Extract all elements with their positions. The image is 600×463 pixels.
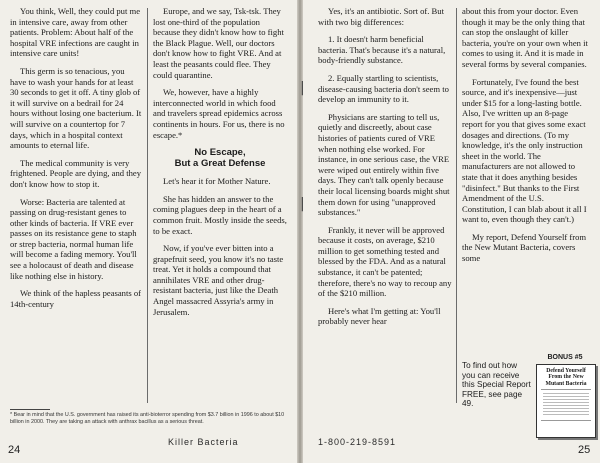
paragraph: Yes, it's an antibiotic. Sort of. But with two big differences:: [318, 6, 444, 27]
heading-line-1: No Escape,: [194, 147, 246, 159]
page-number-left: 24: [8, 444, 21, 456]
paragraph: Physicians are starting to tell us, quietly and discreetly, about case histories of patients cured of VRE when nothing else worked. For instance, in one serious case, the VRE were wiped out entirely within five days. They can't talk openly because their local licensing boards might shut them down for using "unapproved substances.": [318, 111, 450, 218]
paragraph: You think, Well, they could put me in intensive care, away from other patients. Problem: About half of the hospital VRE infections are caught in intensive care units!: [10, 6, 141, 59]
heading-line-2: But a Great Defense: [174, 158, 266, 170]
running-phone: 1-800-219-8591: [318, 437, 397, 447]
paragraph: She has hidden an answer to the coming plagues deep in the heart of a common fruit. Mostly inside the seeds, to be exact.: [153, 193, 287, 236]
margin-mark: |: [300, 80, 305, 96]
paragraph: Frankly, it never will be approved because it costs, on average, $210 million to get something tested and blessed by the FDA. And as a natural substance, it can't be patented; therefore, there's no way to recoup any of the $210 million.: [318, 224, 452, 299]
paragraph: about this from your doctor. Even though it may be the only thing that can stop the onslaught of killer bacteria, you're on your own when it comes to using it. And it is made in several forms by several companies.: [462, 6, 588, 69]
paragraph: My report, Defend Yourself from the New Mutant Bacteria, covers some: [462, 231, 587, 264]
paragraph: We think of the hapless peasants of 14th-century: [10, 288, 142, 309]
column-3: [318, 6, 452, 334]
paragraph: This germ is so tenacious, you have to wash your hands for at least 30 seconds to get it off. A tiny glob of it will survive on a bedrail for 24 hours without losing one bacterium. It will survive on a countertop for 7 days, which in a hospital context amounts to eternal life.: [10, 65, 142, 151]
footnote: * Bear in mind that the U.S. government has raised its anti-bioterror spending from $3.7 billion in 1996 to about $10 billion in 2000. They are taking an attack with anthrax bacillus as a serious threat.: [10, 412, 285, 425]
report-title: Defend Yourself From the New Mutant Bacteria: [545, 368, 587, 387]
paragraph: Worse: Bacteria are talented at passing on drug-resistant genes to other kinds of bacteria. If VRE ever passes on its resistance gene to staph or strep bacteria, normal human life will become a fading memory. You'll see a holocaust of death and disease like nothing else in history.: [10, 196, 137, 281]
column-2: [153, 6, 287, 324]
paragraph: Europe, and we say, Tsk-tsk. They lost one-third of the population because they didn't know how to fight the Black Plague. Well, our doctors don't know how to fight VRE. And at least the peasants could flee. They could quarantine.: [153, 6, 284, 80]
bonus-label: BONUS #5: [547, 354, 583, 361]
paragraph: Fortunately, I've found the best source, and it's inexpensive—just under $15 for a long-lasting bottle. Also, I've written up an 8-page report for you that gives some exact dosages and directions. (To my knowledge, it's the only instruction sheet in the world. The manufacturers are not allowed to state that it does anything besides "disinfect." But thanks to the First Amendment of the U.S. Constitution, I can blab about it all I want to, even though they can't.): [462, 76, 587, 225]
section-heading: [153, 147, 287, 169]
paragraph: We, however, have a highly interconnected world in which food and travelers spread epidemics across continents in hours. For us, there is no escape.*: [153, 87, 285, 140]
special-report-callout: To find out how you can receive this Special Report FREE, see page 49.: [462, 361, 531, 409]
paragraph: Now, if you've ever bitten into a grapefruit seed, you know it's no taste treat. Yet it holds a compound that annihilates VRE and other drug-resistant bacteria, just like the Death Angel massacred Assyria's army in Jerusalem.: [153, 243, 284, 317]
report-cover-image: [536, 364, 596, 438]
page-number-right: 25: [578, 444, 591, 456]
footnote-rule: [10, 409, 50, 410]
column-rule: [456, 8, 457, 403]
column-4: [462, 6, 590, 271]
report-text-block: [543, 393, 589, 417]
margin-mark: |: [300, 196, 305, 212]
paragraph: 2. Equally startling to scientists, disease-causing bacteria don't seem to develop an immunity to it.: [318, 72, 449, 105]
running-title: Killer Bacteria: [168, 437, 239, 447]
paragraph: 1. It doesn't harm beneficial bacteria. That's because it's a natural, body-friendly substance.: [318, 34, 446, 66]
paragraph: Here's what I'm getting at: You'll probably never hear: [318, 305, 441, 327]
paragraph: The medical community is very frightened. People are dying, and they don't know how to stop it.: [10, 157, 142, 189]
divider: [541, 420, 591, 421]
divider: [541, 389, 591, 390]
column-rule: [147, 8, 148, 403]
paragraph: Let's hear it for Mother Nature.: [163, 176, 271, 187]
column-1: [10, 6, 142, 316]
